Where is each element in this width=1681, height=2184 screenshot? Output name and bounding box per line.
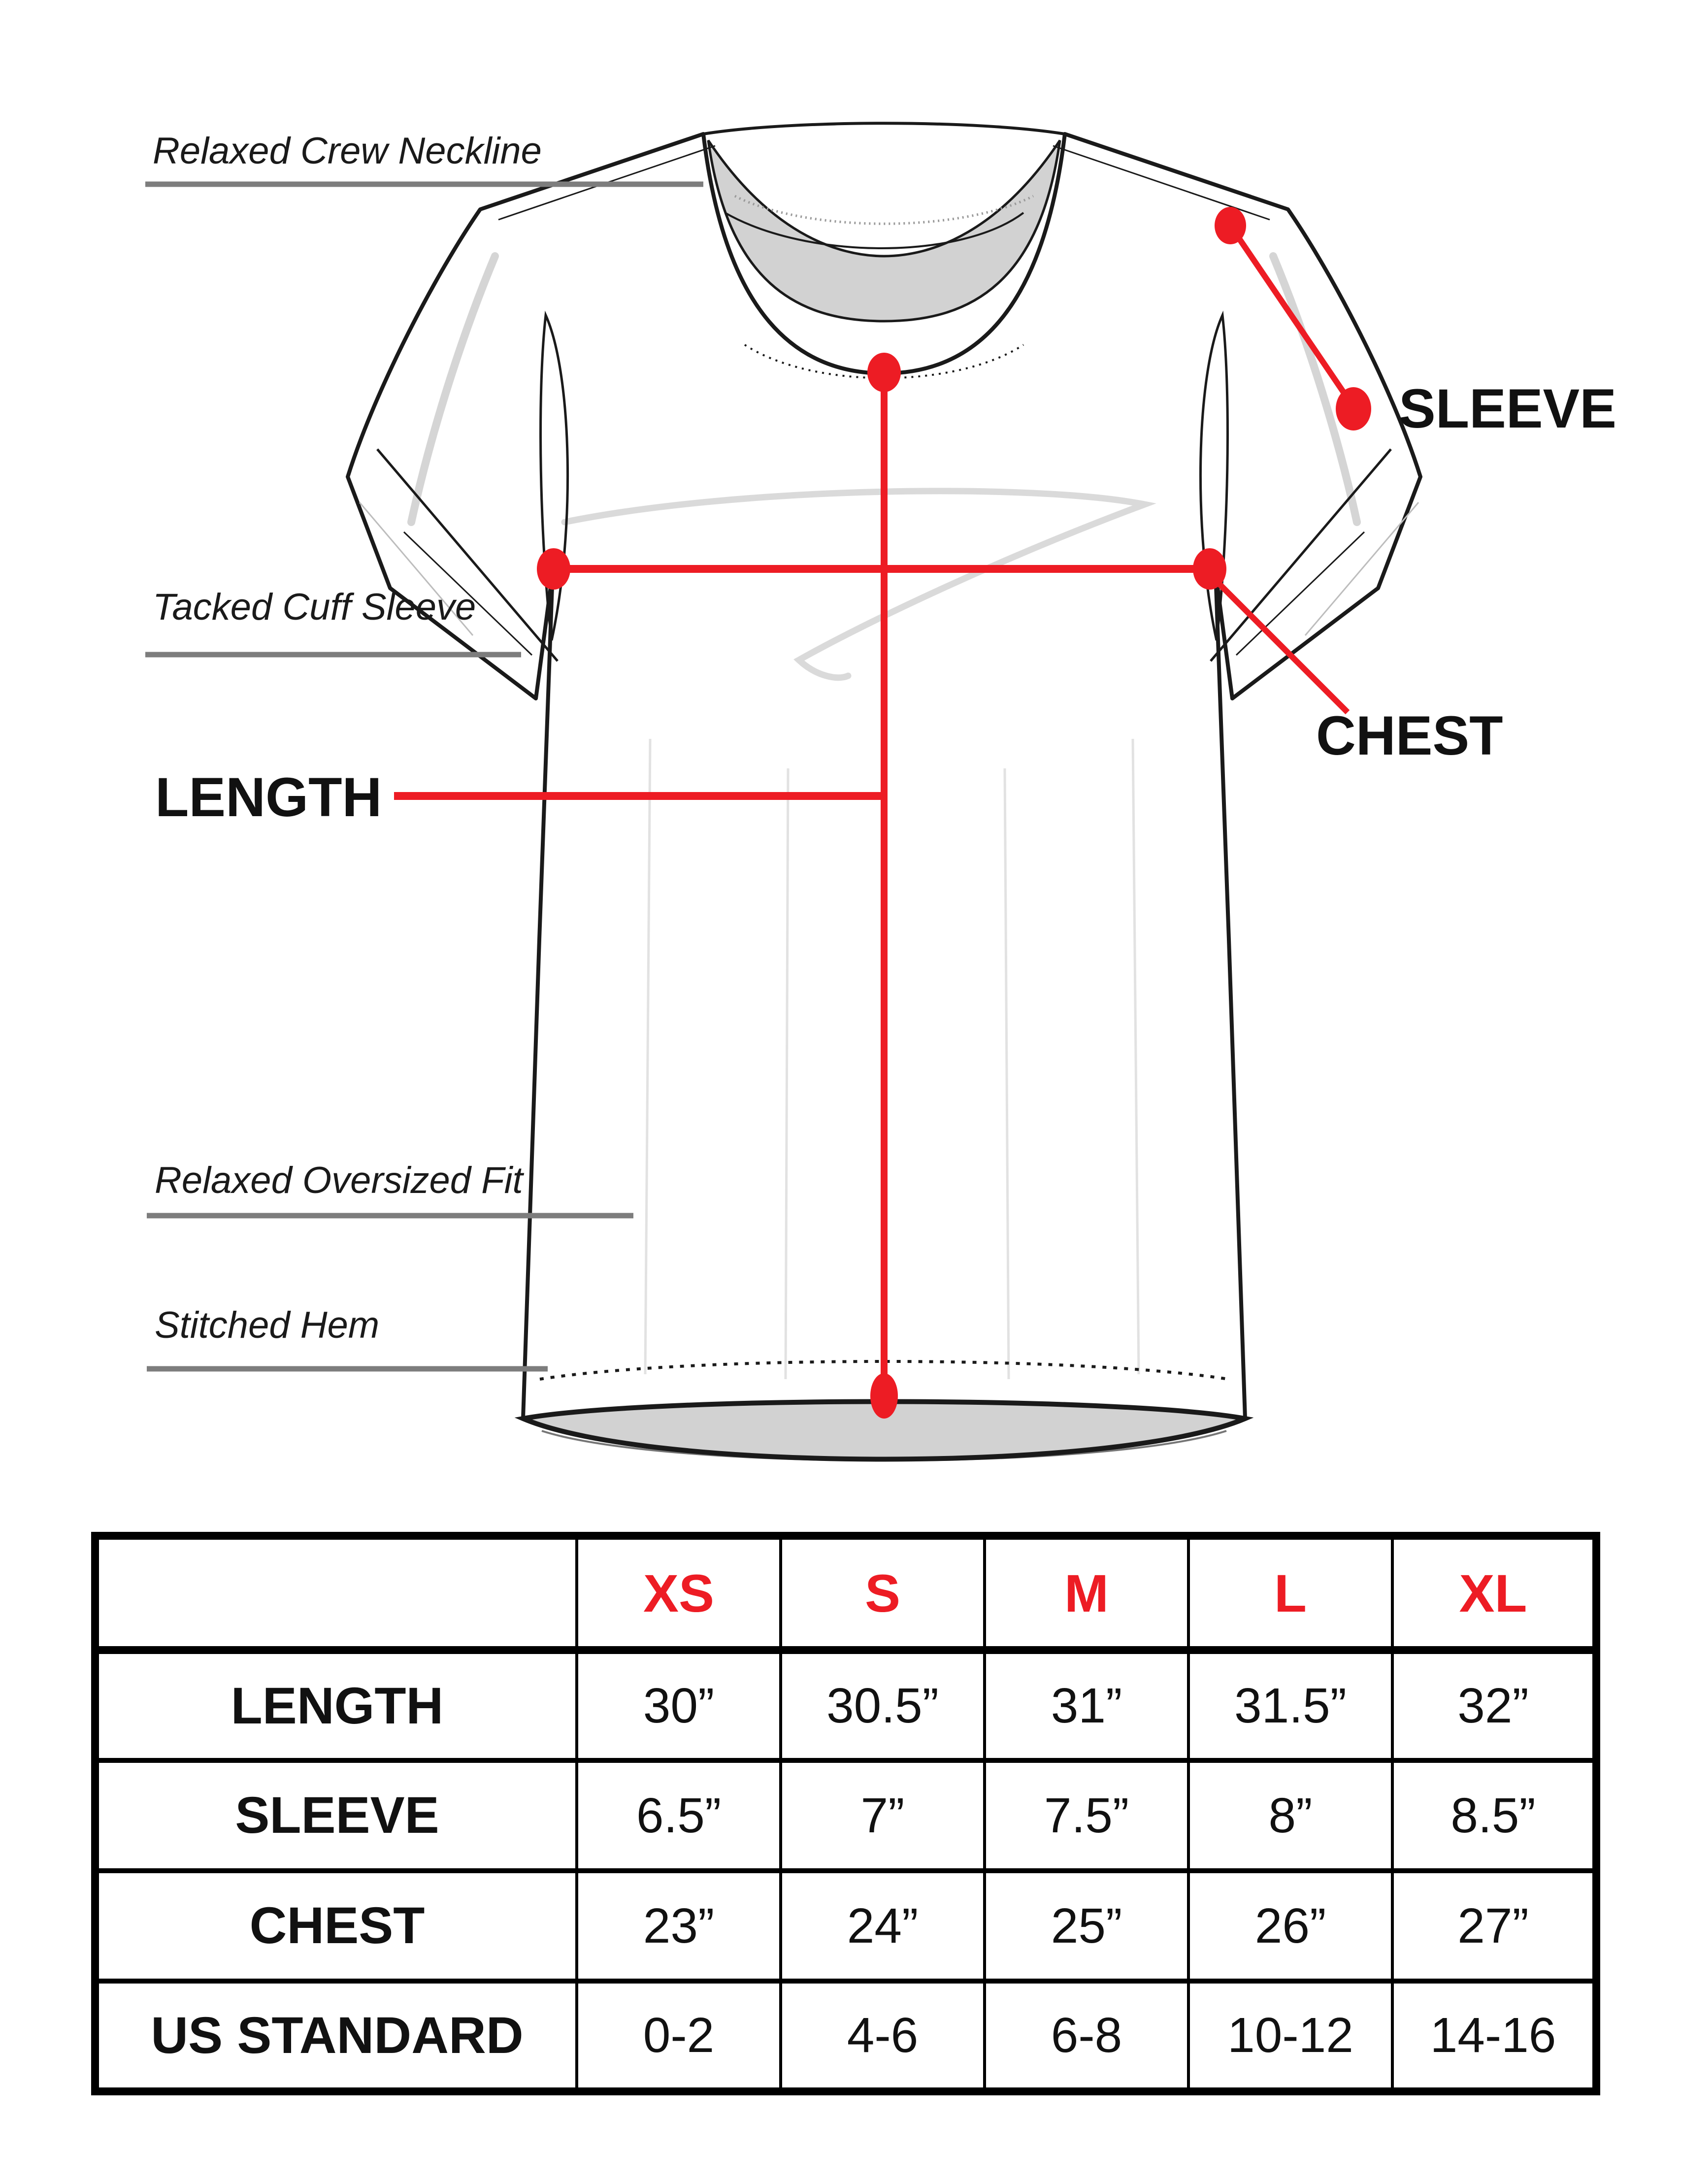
cell-value: 4-6 — [781, 1981, 985, 2091]
collar-back-neck — [708, 140, 1060, 321]
callout-hem: Stitched Hem — [155, 1304, 380, 1346]
table-row-sleeve — [95, 1760, 1596, 1871]
callout-cuff: Tacked Cuff Sleeve — [153, 586, 476, 628]
cell-value: 26” — [1188, 1871, 1392, 1981]
label-sleeve: SLEEVE — [1399, 378, 1616, 439]
size-col-header: S — [781, 1536, 985, 1650]
cell-value: 0-2 — [577, 1981, 781, 2091]
label-chest: CHEST — [1316, 705, 1503, 766]
cell-value: 7.5” — [985, 1760, 1188, 1871]
size-chart-header-row — [95, 1536, 1596, 1650]
cell-value: 7” — [781, 1760, 985, 1871]
cell-value: 30.5” — [781, 1650, 985, 1760]
cell-value: 6-8 — [985, 1981, 1188, 2091]
chest-left-dot — [537, 548, 570, 590]
cell-value: 27” — [1392, 1871, 1596, 1981]
cell-value: 32” — [1392, 1650, 1596, 1760]
size-col-header: M — [985, 1536, 1188, 1650]
cell-value: 31.5” — [1188, 1650, 1392, 1760]
sleeve-end-dot — [1336, 387, 1371, 430]
cell-value: 23” — [577, 1871, 781, 1981]
table-row-chest — [95, 1871, 1596, 1981]
cell-value: 8” — [1188, 1760, 1392, 1871]
size-col-header: L — [1188, 1536, 1392, 1650]
collar-top-edge — [703, 123, 1065, 134]
row-label: SLEEVE — [235, 1787, 439, 1844]
hem-point-dot — [870, 1373, 898, 1419]
corner-cell — [95, 1536, 577, 1650]
table-row-us-standard — [95, 1981, 1596, 2091]
shoulder-point-dot — [1215, 207, 1246, 244]
table-row-length — [95, 1650, 1596, 1760]
label-length: LENGTH — [155, 766, 382, 828]
cell-value: 14-16 — [1392, 1981, 1596, 2091]
size-chart — [91, 1532, 1600, 2095]
size-col-header: XL — [1392, 1536, 1596, 1650]
cell-value: 24” — [781, 1871, 985, 1981]
row-label: CHEST — [249, 1897, 425, 1954]
cell-value: 8.5” — [1392, 1760, 1596, 1871]
size-chart-table — [91, 1532, 1600, 2095]
cell-value: 31” — [985, 1650, 1188, 1760]
callout-fit: Relaxed Oversized Fit — [155, 1159, 523, 1201]
cell-value: 10-12 — [1188, 1981, 1392, 2091]
cell-value: 25” — [985, 1871, 1188, 1981]
neck-point-dot — [867, 353, 901, 392]
size-col-header: XS — [577, 1536, 781, 1650]
row-label: US STANDARD — [151, 2006, 524, 2064]
callout-neckline: Relaxed Crew Neckline — [153, 130, 542, 172]
cell-value: 6.5” — [577, 1760, 781, 1871]
row-label: LENGTH — [231, 1677, 444, 1735]
cell-value: 30” — [577, 1650, 781, 1760]
chest-right-dot — [1193, 548, 1226, 590]
